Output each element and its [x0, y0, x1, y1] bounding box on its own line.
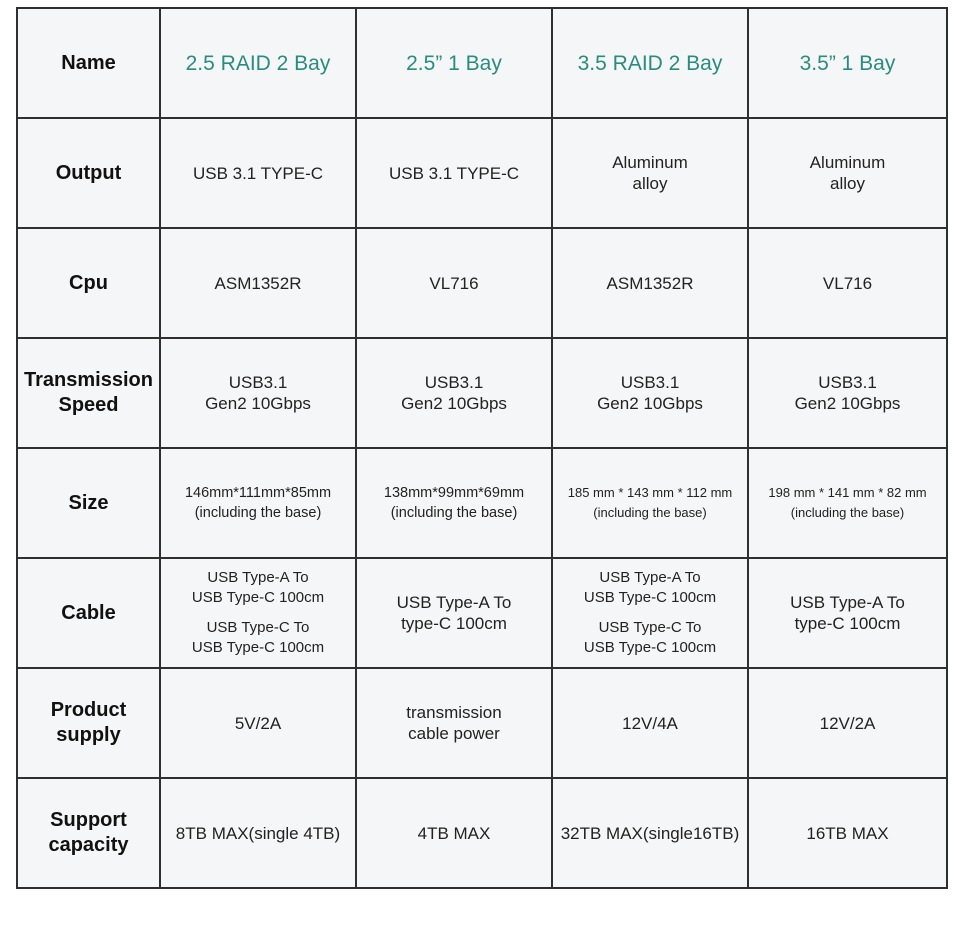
- spec-comparison-table: [16, 7, 948, 889]
- cell-capacity-2-5-raid: 8TB MAX(single 4TB): [160, 778, 356, 888]
- cell-speed-3-5-raid: USB3.1 Gen2 10Gbps: [552, 338, 748, 448]
- row-cpu: [17, 228, 947, 338]
- cell-speed-3-5-1bay: USB3.1 Gen2 10Gbps: [748, 338, 947, 448]
- cable-option: USB Type-A To USB Type-C 100cm: [583, 569, 717, 606]
- cell-size-3-5-raid: 185 mm * 143 mm * 112 mm (including the base): [552, 448, 748, 558]
- row-transmission-speed: [17, 338, 947, 448]
- row-product-supply: [17, 668, 947, 778]
- row-label-cable: Cable: [17, 558, 160, 668]
- cell-cable-2-5-raid: [160, 558, 356, 668]
- cell-supply-3-5-1bay: 12V/2A: [748, 668, 947, 778]
- cell-output-3-5-1bay: Aluminum alloy: [748, 118, 947, 228]
- header-label-cell: [17, 8, 160, 118]
- column-header-2-5-1-bay: 2.5” 1 Bay: [356, 8, 552, 118]
- cable-option: USB Type-A To USB Type-C 100cm: [191, 569, 325, 606]
- row-label-product-supply: Product supply: [17, 668, 160, 778]
- row-support-capacity: [17, 778, 947, 888]
- cable-option: USB Type-C To USB Type-C 100cm: [583, 619, 717, 656]
- page-bottom-margin: [0, 912, 960, 948]
- row-label-size: Size: [17, 448, 160, 558]
- cell-output-2-5-raid: USB 3.1 TYPE-C: [160, 118, 356, 228]
- cell-supply-2-5-1bay: transmission cable power: [356, 668, 552, 778]
- row-cable: [17, 558, 947, 668]
- row-label-output: Output: [17, 118, 160, 228]
- row-label-cpu: Cpu: [17, 228, 160, 338]
- column-header-3-5-raid-2-bay: 3.5 RAID 2 Bay: [552, 8, 748, 118]
- cell-cable-2-5-1bay: USB Type-A To type-C 100cm: [356, 558, 552, 668]
- row-output: [17, 118, 947, 228]
- cell-cpu-2-5-1bay: VL716: [356, 228, 552, 338]
- cell-cpu-3-5-1bay: VL716: [748, 228, 947, 338]
- column-header-2-5-raid-2-bay: 2.5 RAID 2 Bay: [160, 8, 356, 118]
- cell-size-3-5-1bay: 198 mm * 141 mm * 82 mm (including the base): [748, 448, 947, 558]
- cell-speed-2-5-raid: USB3.1 Gen2 10Gbps: [160, 338, 356, 448]
- cell-supply-2-5-raid: 5V/2A: [160, 668, 356, 778]
- cell-speed-2-5-1bay: USB3.1 Gen2 10Gbps: [356, 338, 552, 448]
- cell-output-3-5-raid: Aluminum alloy: [552, 118, 748, 228]
- cell-capacity-2-5-1bay: 4TB MAX: [356, 778, 552, 888]
- header-row: [17, 8, 947, 118]
- cell-size-2-5-raid: 146mm*111mm*85mm (including the base): [160, 448, 356, 558]
- cell-cpu-3-5-raid: ASM1352R: [552, 228, 748, 338]
- cell-output-2-5-1bay: USB 3.1 TYPE-C: [356, 118, 552, 228]
- cell-capacity-3-5-raid: 32TB MAX(single16TB): [552, 778, 748, 888]
- cell-supply-3-5-raid: 12V/4A: [552, 668, 748, 778]
- cell-cable-3-5-raid: [552, 558, 748, 668]
- row-label-support-capacity: Support capacity: [17, 778, 160, 888]
- cell-size-2-5-1bay: 138mm*99mm*69mm (including the base): [356, 448, 552, 558]
- header-label: Name: [61, 51, 116, 74]
- row-size: [17, 448, 947, 558]
- cell-cpu-2-5-raid: ASM1352R: [160, 228, 356, 338]
- cell-cable-3-5-1bay: USB Type-A To type-C 100cm: [748, 558, 947, 668]
- column-header-3-5-1-bay: 3.5” 1 Bay: [748, 8, 947, 118]
- row-label-transmission-speed: Transmission Speed: [17, 338, 160, 448]
- cell-capacity-3-5-1bay: 16TB MAX: [748, 778, 947, 888]
- cable-option: USB Type-C To USB Type-C 100cm: [191, 619, 325, 656]
